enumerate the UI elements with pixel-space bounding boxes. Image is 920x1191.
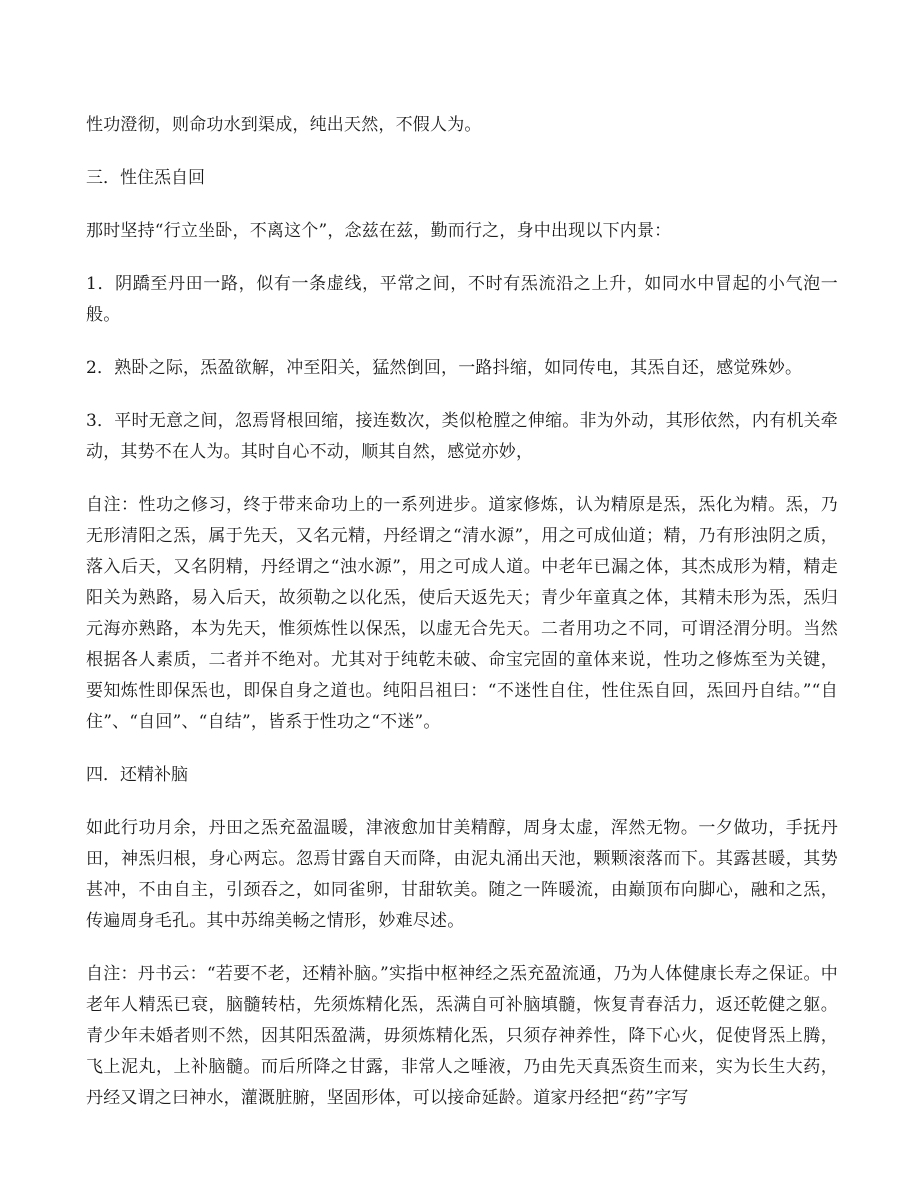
author-note-2: 自注：丹书云：“若要不老，还精补脑。”实指中枢神经之炁充盈流通，乃为人体健康长寿之保证。中老年人精炁已衰，脑髓转枯，先须炼精化炁，炁满自可补脑填髓，恢复青春活力，返还乾健之躯。青少年未婚者则不然，因其阳炁盈满，毋须炼精化炁，只须存神养性，降下心火，促使肾炁上腾，飞上泥丸，上补脑髓。而后所降之甘露，非常人之唾液，乃由先天真炁资生而来，实为长生大药，丹经又谓之曰神水，灌溉脏腑，坚固形体，可以接命延龄。道家丹经把“药”字写 xyxy=(86,964,838,1108)
list-item-3: 3．平时无意之间，忽焉肾根回缩，接连数次，类似枪膛之伸缩。非为外动，其形依然，内有机关牵动，其势不在人为。其时自心不动，顺其自然，感觉亦妙， xyxy=(86,411,838,462)
document-page xyxy=(86,110,838,1114)
section-heading-four: 四．还精补脑 xyxy=(86,765,188,785)
paragraph-intro: 性功澄彻，则命功水到渠成，纯出天然，不假人为。 xyxy=(86,115,482,135)
section-heading-three: 三．性住炁自回 xyxy=(86,168,205,188)
author-note-1: 自注：性功之修习，终于带来命功上的一系列进步。道家修炼，认为精原是炁，炁化为精。炁，乃无形清阳之炁，属于先天，又名元精，丹经谓之“清水源”，用之可成仙道；精，乃有形浊阴之质，落入后天，又名阴精，丹经谓之“浊水源”，用之可成人道。中老年已漏之体，其杰成形为精，精走阳关为熟路，易入后天，故须勒之以化炁，使后天返先天；青少年童真之体，其精未形为炁，炁归元海亦熟路，本为先天，惟须炼性以保炁，以虚无合先天。二者用功之不同，可谓泾渭分明。当然根据各人素质，二者并不绝对。尤其对于纯乾未破、命宝完固的童体来说，性功之修炼至为关键，要知炼性即保炁也，即保自身之道也。纯阳吕祖曰：“不迷性自住，性住炁自回，炁回丹自结。”“自住”、“自回”、“自结”，皆系于性功之“不迷”。 xyxy=(86,495,838,732)
list-item-2: 2．熟卧之际，炁盈欲解，冲至阳关，猛然倒回，一路抖缩，如同传电，其炁自还，感觉殊妙。 xyxy=(86,358,803,378)
paragraph-practice: 如此行功月余，丹田之炁充盈温暖，津液愈加甘美精醇，周身太虚，浑然无物。一夕做功，手抚丹田，神炁归根，身心两忘。忽焉甘露自天而降，由泥丸涌出天池，颗颗滚落而下。其露甚暖，其势甚冲，不由自主，引颈吞之，如同雀卵，甘甜软美。随之一阵暖流，由巅顶布向脚心，融和之炁，传遍周身毛孔。其中苏绵美畅之情形，妙难尽述。 xyxy=(86,818,838,931)
list-item-1: 1．阴蹻至丹田一路，似有一条虚线，平常之间，不时有炁流沿之上升，如同水中冒起的小气泡一般。 xyxy=(86,274,838,325)
paragraph-inner-scene: 那时坚持“行立坐卧，不离这个”，念兹在兹，勤而行之，身中出现以下内景： xyxy=(86,221,672,241)
